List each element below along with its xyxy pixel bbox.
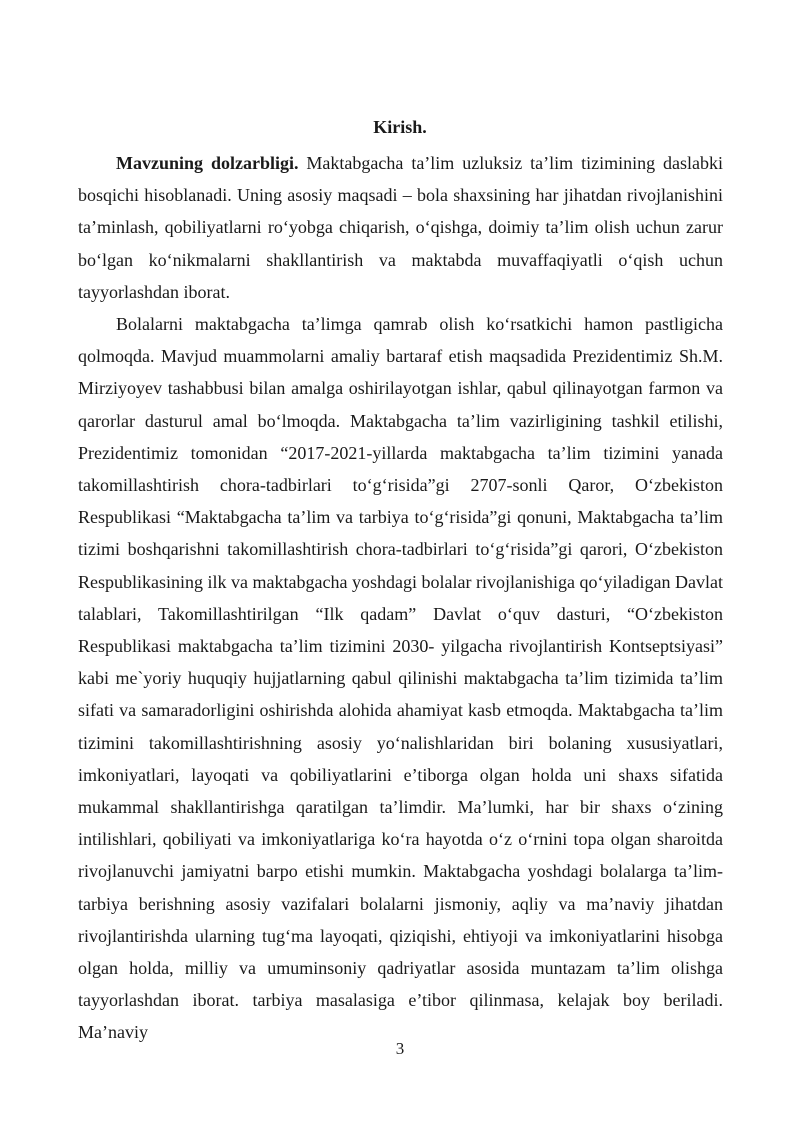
paragraph-text: Bolalarni maktabgacha ta’limga qamrab olish ko‘rsatkichi hamon pastligicha qolmoqda. Mavjud muammolarni amaliy bartaraf etish maqsadida Prezidentimiz Sh.M. Mirziyoyev tashabbusi bilan amalga oshirilayotgan ishlar, qabul qilinayotgan farmon va qarorlar dasturul amal bo‘lmoqda. Maktabgacha ta’lim vazirligining tashkil etilishi, Prezidentimiz tomonidan “2017-2021-yillarda maktabgacha ta’lim tizimini yanada takomillashtirish chora-tadbirlari to‘g‘risida”gi 2707-sonli Qaror, O‘zbekiston Respublikasi “Maktabgacha ta’lim va tarbiya to‘g‘risida”gi qonuni, Maktabgacha ta’lim tizimi boshqarishni takomillashtirish chora-tadbirlari to‘g‘risida”gi qarori, O‘zbekiston Respublikasining ilk va maktabgacha yoshdagi bolalar rivojlanishiga qo‘yiladigan Davlat talablari, Takomillashtirilgan “Ilk qadam” Davlat o‘quv dasturi, “O‘zbekiston Respublikasi maktabgacha ta’lim tizimini 2030- yilgacha rivojlantirish Kontseptsiyasi” kabi me`yoriy huquqiy hujjatlarning qabul qilinishi maktabgacha ta’lim tizimida ta’lim sifati va samaradorligini oshirishda alohida ahamiyat kasb etmoqda. Maktabgacha ta’lim tizimini takomillashtirishning asosiy yo‘nalishlaridan biri bolaning xususiyatlari, imkoniyatlari, layoqati va qobiliyatlarini e’tiborga olgan holda uni shaxs sifatida mukammal shakllantirishga qaratilgan ta’limdir. Ma’lumki, har bir shaxs o‘zining intilishlari, qobiliyati va imkoniyatlariga ko‘ra hayotda o‘z o‘rnini topa olgan sharoitda rivojlanuvchi jamiyatni barpo etishi mumkin. Maktabgacha yoshdagi bolalarga ta’lim-tarbiya berishning asosiy vazifalari bolalarni jismoniy, aqliy va ma’naviy jihatdan rivojlantirishda ularning tug‘ma layoqati, qiziqishi, ehtiyoji va imkoniyatlarini hisobga olgan holda, milliy va umuminsoniy qadriyatlar asosida muntazam ta’lim olishga tayyorlashdan iborat. tarbiya masalasiga e’tibor qilinmasa, kelajak boy beriladi. Ma’naviy	[78, 314, 723, 1043]
paragraph-lead: Mavzuning dolzarbligi.	[116, 153, 299, 173]
body-text	[78, 147, 723, 1049]
section-title: Kirish.	[373, 117, 427, 137]
paragraph-relevance	[78, 147, 723, 308]
paragraph-preschool-coverage	[78, 308, 723, 1049]
page-number: 3	[395, 1039, 405, 1058]
paragraph-text: Maktabgacha ta’lim uzluksiz ta’lim tizimining daslabki bosqichi hisoblanadi. Uning asosiy maqsadi – bola shaxsining har jihatdan rivojlanishini ta’minlash, qobiliyatlarni ro‘yobga chiqarish, o‘qishga, doimiy ta’lim olish uchun zarur bo‘lgan ko‘nikmalarni shakllantirish va maktabda muvaffaqiyatli o‘qish uchun tayyorlashdan iborat.	[78, 153, 724, 302]
